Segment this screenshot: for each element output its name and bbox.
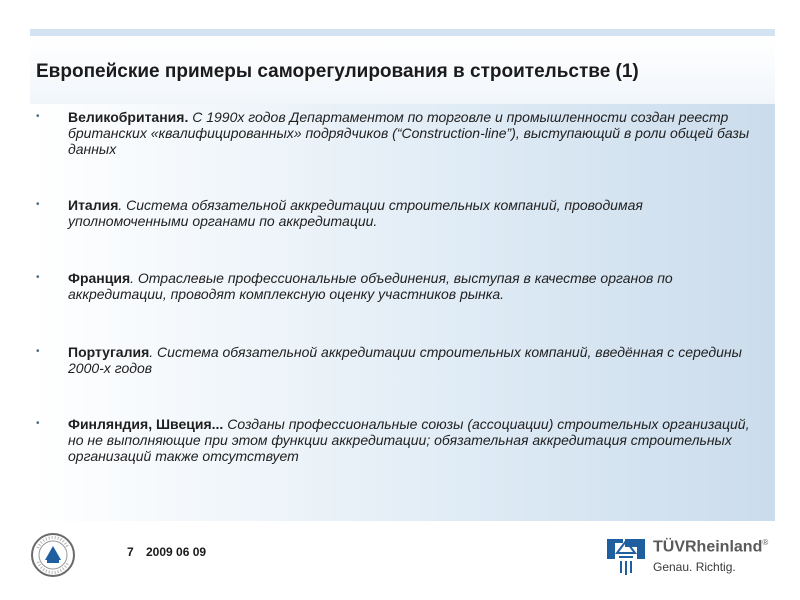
bullet-body: С 1990х годов Департаментом по торговле и промышленности создан реестр британских «квалифицированных» подрядчиков (“Construction-line”), выступающий в роли общей базы данных <box>68 109 750 157</box>
bullet-text <box>68 270 756 302</box>
header-stripe <box>30 29 775 36</box>
logo-tagline: Genau. Richtig. <box>653 560 736 574</box>
bullet-dot-icon: • <box>36 199 40 210</box>
bullet-text <box>68 197 756 229</box>
bullet-text <box>68 344 756 376</box>
bullet-lead: Финляндия, Швеция... <box>68 416 224 432</box>
bullet-body: . Отраслевые профессиональные объединения, выступая в качестве органов по аккредитации, проводят комплексную оценку участников рынка. <box>68 270 673 302</box>
footer-date: 2009 06 09 <box>146 545 207 559</box>
bullet-body: Созданы профессиональные союзы (ассоциации) строительных организаций, но не выполняющие при этом функции аккредитации; обязательная аккредитация строительных организаций также отсутствует <box>68 416 750 464</box>
page-number: 7 <box>127 545 134 559</box>
bullet-dot-icon: • <box>36 346 40 357</box>
bullet-text <box>68 416 756 464</box>
bullet-text <box>68 109 756 157</box>
bullet-body: . Система обязательной аккредитации строительных компаний, введённая с середины 2000-х годов <box>68 344 742 376</box>
bullet-lead: Португалия <box>68 344 150 360</box>
bullet-lead: Франция <box>68 270 131 286</box>
bullet-dot-icon: • <box>36 418 40 429</box>
slide-title: Европейские примеры саморегулирования в строительстве (1) <box>36 61 639 82</box>
bullet-dot-icon: • <box>36 111 40 122</box>
bullet-dot-icon: • <box>36 272 40 283</box>
tuv-rheinland-logo-icon <box>603 535 783 579</box>
tuv-certification-seal-icon <box>30 532 76 578</box>
bullet-body: . Система обязательной аккредитации строительных компаний, проводимая уполномоченными органами по аккредитации. <box>68 197 643 229</box>
bullet-lead: Италия <box>68 197 119 213</box>
bullet-lead: Великобритания. <box>68 109 189 125</box>
logo-name: TÜVRheinland® <box>653 538 769 556</box>
